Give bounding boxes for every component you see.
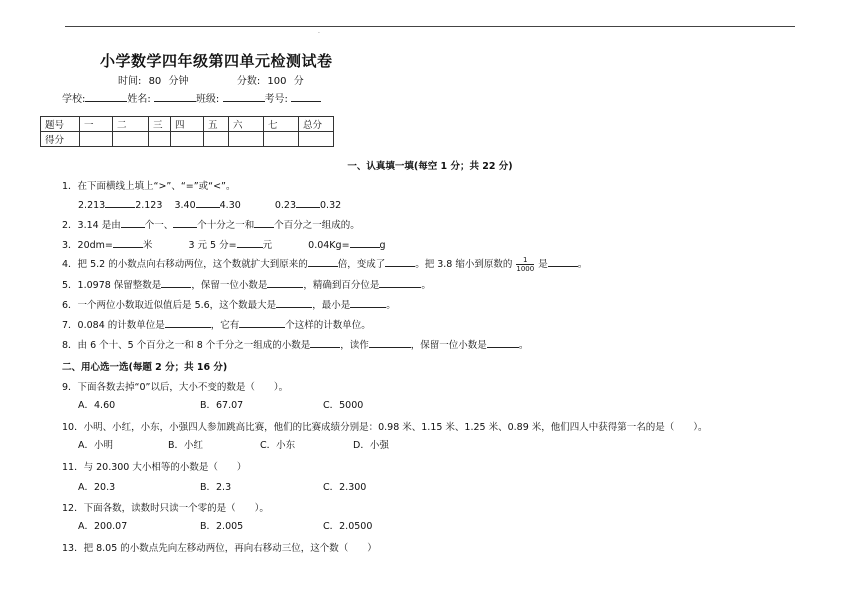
answer-blank[interactable] xyxy=(379,277,421,288)
fraction xyxy=(516,256,534,273)
score-value: 100 xyxy=(267,76,287,87)
q3-text: 3 元 5 分= xyxy=(188,240,237,251)
question-2 xyxy=(62,217,360,231)
q9-option-c[interactable]: C．5000 xyxy=(323,400,364,411)
time-value: 80 xyxy=(148,76,162,87)
q10-option-d[interactable]: D．小强 xyxy=(353,440,389,451)
answer-blank[interactable] xyxy=(237,237,263,248)
question-12: 12．下面各数，读数时只读一个零的是（ ）。 xyxy=(62,503,269,514)
question-4 xyxy=(62,256,587,273)
q3-text: g xyxy=(379,240,386,251)
question-5 xyxy=(62,277,431,291)
q1-item: 0.23 xyxy=(274,200,296,211)
fraction-denominator: 1000 xyxy=(516,265,535,273)
q11-option-b[interactable]: B．2.3 xyxy=(200,482,232,493)
q4-text: 倍，变成了 xyxy=(337,259,386,270)
score-header-cell: 六 xyxy=(229,117,264,132)
q8-text: ，保留一位小数是 xyxy=(410,340,487,351)
q7-text: 个这样的计数单位。 xyxy=(285,320,371,331)
answer-blank[interactable] xyxy=(350,297,386,308)
q8-text: 8．由 6 个十、5 个百分之一和 8 个千分之一组成的小数是 xyxy=(62,340,311,351)
score-header-cell: 五 xyxy=(204,117,229,132)
score-header-cell: 一 xyxy=(80,117,113,132)
score-cell[interactable] xyxy=(264,132,299,147)
q6-text: 6．一个两位小数取近似值后是 5.6，这个数最大是 xyxy=(62,300,277,311)
q5-text: 。 xyxy=(421,280,431,291)
answer-blank[interactable] xyxy=(239,317,285,328)
q8-text: ，读作 xyxy=(340,340,369,351)
q6-text: 。 xyxy=(386,300,396,311)
school-label: 学校: xyxy=(62,94,86,105)
number-label: 考号: xyxy=(264,94,288,105)
score-cell[interactable] xyxy=(299,132,334,147)
name-field[interactable] xyxy=(154,91,196,102)
q3-text: 3．20dm= xyxy=(62,240,113,251)
question-10: 10．小明、小红，小东，小强四人参加跳高比赛，他们的比赛成绩分别是：0.98 米、1.15 米、1.25 米、0.89 米，他们四人中获得第一名的是（ ）。 xyxy=(62,422,708,433)
score-header-cell: 二 xyxy=(113,117,149,132)
score-cell[interactable] xyxy=(229,132,264,147)
q4-text: 是 xyxy=(538,259,548,270)
question-3 xyxy=(62,237,386,251)
score-header-cell: 七 xyxy=(264,117,299,132)
q4-text: 。把 3.8 缩小到原数的 xyxy=(415,259,513,270)
time-unit: 分钟 xyxy=(168,76,189,87)
answer-blank[interactable] xyxy=(308,256,338,267)
score-cell[interactable] xyxy=(204,132,229,147)
q2-text: 个十分之一和 xyxy=(197,220,255,231)
question-13: 13．把 8.05 的小数点先向左移动两位，再向右移动三位，这个数（ ） xyxy=(62,543,377,554)
q1-item: 3.40 xyxy=(174,200,196,211)
q5-text: ，精确到百分位是 xyxy=(303,280,380,291)
score-header-cell: 四 xyxy=(171,117,204,132)
score-label: 分数: xyxy=(236,76,261,87)
score-header-cell: 题号 xyxy=(41,117,80,132)
q4-text: 。 xyxy=(577,259,588,270)
q2-text: 2．3.14 是由 xyxy=(62,220,121,231)
question-6 xyxy=(62,297,396,311)
name-label: 姓名: xyxy=(127,94,151,105)
answer-blank[interactable] xyxy=(487,337,519,348)
q6-text: ，最小是 xyxy=(312,300,351,311)
answer-blank[interactable] xyxy=(121,217,145,228)
score-table xyxy=(40,116,334,147)
q7-text: ，它有 xyxy=(210,320,240,331)
class-field[interactable] xyxy=(223,91,265,102)
answer-blank[interactable] xyxy=(165,317,211,328)
class-label: 班级: xyxy=(195,94,220,105)
score-table-row xyxy=(41,132,334,147)
answer-blank[interactable] xyxy=(548,256,578,267)
header-dot: · xyxy=(318,30,320,37)
time-label: 时间: xyxy=(118,76,142,87)
score-cell[interactable] xyxy=(113,132,149,147)
answer-blank[interactable] xyxy=(385,256,415,267)
q11-option-c[interactable]: C．2.300 xyxy=(323,482,367,493)
q9-option-b[interactable]: B．67.07 xyxy=(200,400,244,411)
q7-text: 7．0.084 的计数单位是 xyxy=(62,320,165,331)
q11-option-a[interactable]: A．20.3 xyxy=(78,482,116,493)
header-rule xyxy=(65,26,795,27)
q1-item: 4.30 xyxy=(219,200,241,211)
question-1: 1．在下面横线上填上“>”、“=”或“<”。 xyxy=(62,181,236,192)
student-info-line xyxy=(62,90,321,105)
q10-option-c[interactable]: C．小东 xyxy=(260,440,296,451)
number-field[interactable] xyxy=(291,91,321,102)
fraction-numerator: 1 xyxy=(516,256,534,265)
answer-blank[interactable] xyxy=(254,217,274,228)
section-1-title: 一、认真填一填(每空 1 分；共 22 分) xyxy=(347,161,513,172)
section-2-title: 二、用心选一选(每题 2 分；共 16 分) xyxy=(62,362,228,373)
question-8 xyxy=(62,337,528,351)
q2-text: 个一、 xyxy=(144,220,174,231)
score-unit: 分 xyxy=(293,76,304,87)
answer-blank[interactable] xyxy=(369,337,411,348)
score-cell[interactable] xyxy=(149,132,171,147)
q3-text: 0.04Kg= xyxy=(308,240,350,251)
q2-text: 个百分之一组成的。 xyxy=(274,220,360,231)
q9-option-a[interactable]: A．4.60 xyxy=(78,400,116,411)
question-7 xyxy=(62,317,371,331)
answer-blank[interactable] xyxy=(113,237,143,248)
q8-text: 。 xyxy=(518,340,529,351)
score-row-label: 得分 xyxy=(41,132,80,147)
q1-item: 0.32 xyxy=(320,200,342,211)
q1-item: 2.123 xyxy=(135,200,163,211)
q12-option-c[interactable]: C．2.0500 xyxy=(323,521,373,532)
question-9: 9．下面各数去掉“0”以后，大小不变的数是（ ）。 xyxy=(62,382,289,393)
answer-blank[interactable] xyxy=(350,237,380,248)
answer-blank[interactable] xyxy=(173,217,197,228)
answer-blank[interactable] xyxy=(105,197,135,208)
q12-option-a[interactable]: A．200.07 xyxy=(78,521,128,532)
score-header-cell: 总分 xyxy=(299,117,334,132)
question-11: 11．与 20.300 大小相等的小数是（ ） xyxy=(62,462,247,473)
q10-option-b[interactable]: B．小红 xyxy=(168,440,204,451)
answer-blank[interactable] xyxy=(161,277,191,288)
answer-blank[interactable] xyxy=(196,197,220,208)
q1-item: 2.213 xyxy=(78,200,106,211)
answer-blank[interactable] xyxy=(310,337,340,348)
school-field[interactable] xyxy=(85,91,127,102)
answer-blank[interactable] xyxy=(267,277,303,288)
exam-meta xyxy=(118,72,308,87)
score-header-cell: 三 xyxy=(149,117,171,132)
q3-text: 米 xyxy=(142,240,153,251)
answer-blank[interactable] xyxy=(276,297,312,308)
q5-text: 5．1.0978 保留整数是 xyxy=(62,280,162,291)
score-cell[interactable] xyxy=(80,132,113,147)
q3-text: 元 xyxy=(262,240,273,251)
answer-blank[interactable] xyxy=(296,197,320,208)
q12-option-b[interactable]: B．2.005 xyxy=(200,521,244,532)
score-cell[interactable] xyxy=(171,132,204,147)
q4-text: 4．把 5.2 的小数点向右移动两位，这个数就扩大到原来的 xyxy=(62,259,308,270)
q10-option-a[interactable]: A．小明 xyxy=(78,440,113,451)
exam-title: 小学数学四年级第四单元检测试卷 xyxy=(100,52,333,70)
score-table-header-row xyxy=(41,117,334,132)
question-1-items xyxy=(78,197,341,211)
q5-text: ，保留一位小数是 xyxy=(191,280,268,291)
